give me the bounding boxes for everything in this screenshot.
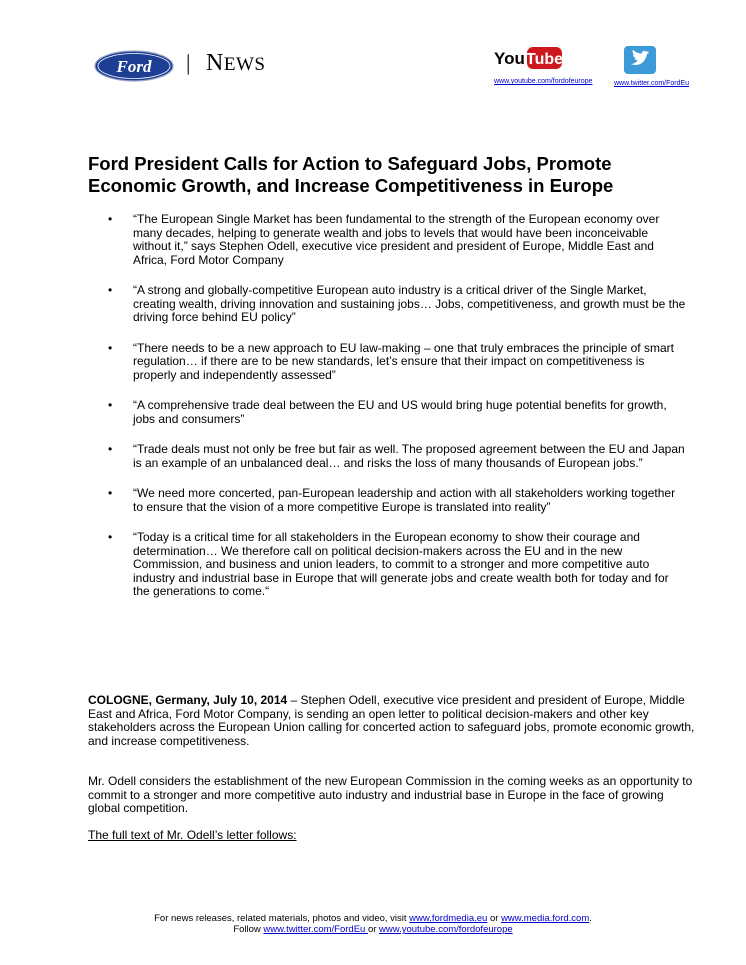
news-rest: EWS: [223, 54, 266, 75]
dateline: COLOGNE, Germany, July 10, 2014: [88, 693, 288, 707]
twitter-link[interactable]: www.twitter.com/FordEu: [614, 80, 690, 87]
footer-text: .: [589, 913, 592, 924]
youtube-link[interactable]: www.youtube.com/fordofeurope: [494, 78, 593, 85]
bullet-text: “A strong and globally-competitive European auto industry is a critical driver of the Single Market, creating wealth, driving innovation and sustaining jobs… Jobs, competitiveness, and growth must be the driving force behind EU policy”: [133, 283, 686, 324]
header-separator: |: [186, 50, 191, 75]
letter-intro: The full text of Mr. Odell’s letter follows:: [88, 828, 297, 842]
list-item: [88, 487, 688, 514]
bullet-text: “Trade deals must not only be free but fair as well. The proposed agreement between the EU and Japan is an example of an unbalanced deal… and risks the loss of many thousands of European jobs.”: [133, 442, 685, 470]
twitter-bird-icon[interactable]: [624, 46, 656, 74]
bullet-icon: •: [108, 283, 113, 297]
bullet-icon: •: [108, 398, 113, 412]
list-item: [88, 443, 688, 470]
bullet-text: “We need more concerted, pan-European leadership and action with all stakeholders working together to ensure that the vision of a more competitive Europe is translated into reality”: [133, 486, 676, 514]
lead-paragraph-text: – Stephen Odell, executive vice president and president of Europe, Middle East and Africa, Ford Motor Company, is sending an open letter to political decision-makers and other key stakeholders across the European Union calling for concerted action to safeguard jobs, promote economic growth, and increase competitiveness.: [88, 693, 695, 748]
bullet-text: “The European Single Market has been fundamental to the strength of the European economy over many decades, helping to generate wealth and jobs to levels that would have been inconceivable without it,” says Stephen Odell, executive vice president and president of Europe, Middle East and Africa, Ford Motor Company: [133, 212, 660, 267]
youtube-logo-tube: Tube: [525, 51, 564, 68]
news-heading: [206, 50, 265, 77]
page-footer: [0, 913, 746, 935]
youtube-logo[interactable]: [494, 44, 564, 72]
lead-paragraph: [88, 694, 698, 748]
footer-line-1: [0, 913, 746, 924]
news-first-letter: N: [206, 50, 224, 76]
footer-line-2: [0, 924, 746, 935]
body-paragraph: Mr. Odell considers the establishment of the new European Commission in the coming weeks as an opportunity to commit to a stronger and more competitive auto industry and industrial base in Europe in the face of growing global competition.: [88, 774, 693, 815]
footer-youtube-link[interactable]: www.youtube.com/fordofeurope: [379, 924, 513, 935]
bullet-icon: •: [108, 530, 113, 544]
bullet-icon: •: [108, 442, 113, 456]
list-item: [88, 284, 688, 325]
page-header: [94, 44, 714, 92]
bullet-icon: •: [108, 486, 113, 500]
footer-text: or: [367, 924, 380, 935]
list-item: [88, 342, 688, 383]
ford-logo-text: Ford: [116, 57, 152, 76]
list-item: [88, 213, 688, 267]
media-ford-link[interactable]: www.media.ford.com: [501, 913, 590, 924]
footer-text: For news releases, related materials, photos and video, visit: [154, 913, 410, 924]
fordmedia-link[interactable]: www.fordmedia.eu: [409, 913, 488, 924]
bullet-icon: •: [108, 212, 113, 226]
bullet-text: “There needs to be a new approach to EU law-making – one that truly embraces the principle of smart regulation… if there are to be new standards, let’s ensure that their impact on competitiveness is properly and independently assessed”: [133, 340, 674, 382]
footer-text: or: [487, 913, 502, 924]
ford-logo: [94, 50, 174, 82]
article-title: Ford President Calls for Action to Safeguard Jobs, Promote Economic Growth, and Increase Competitiveness in Europe: [88, 153, 614, 196]
bullet-icon: •: [108, 340, 113, 355]
bullet-text: “Today is a critical time for all stakeholders in the European economy to show their courage and determination… We therefore call on political decision-makers across the EU and in the new Commission, and business and union leaders, to commit to a stronger and more competitive auto industry and industrial base in Europe that will generate jobs and create wealth both for today and for the generations to come.“: [133, 530, 669, 598]
highlight-list: [88, 213, 688, 616]
bullet-text: “A comprehensive trade deal between the EU and US would bring huge potential benefits for growth, jobs and consumers”: [133, 398, 667, 426]
list-item: [88, 399, 688, 426]
list-item: [88, 531, 688, 599]
footer-twitter-link[interactable]: www.twitter.com/FordEu: [263, 924, 368, 935]
footer-text: Follow: [233, 924, 264, 935]
youtube-logo-you: You: [494, 49, 525, 68]
